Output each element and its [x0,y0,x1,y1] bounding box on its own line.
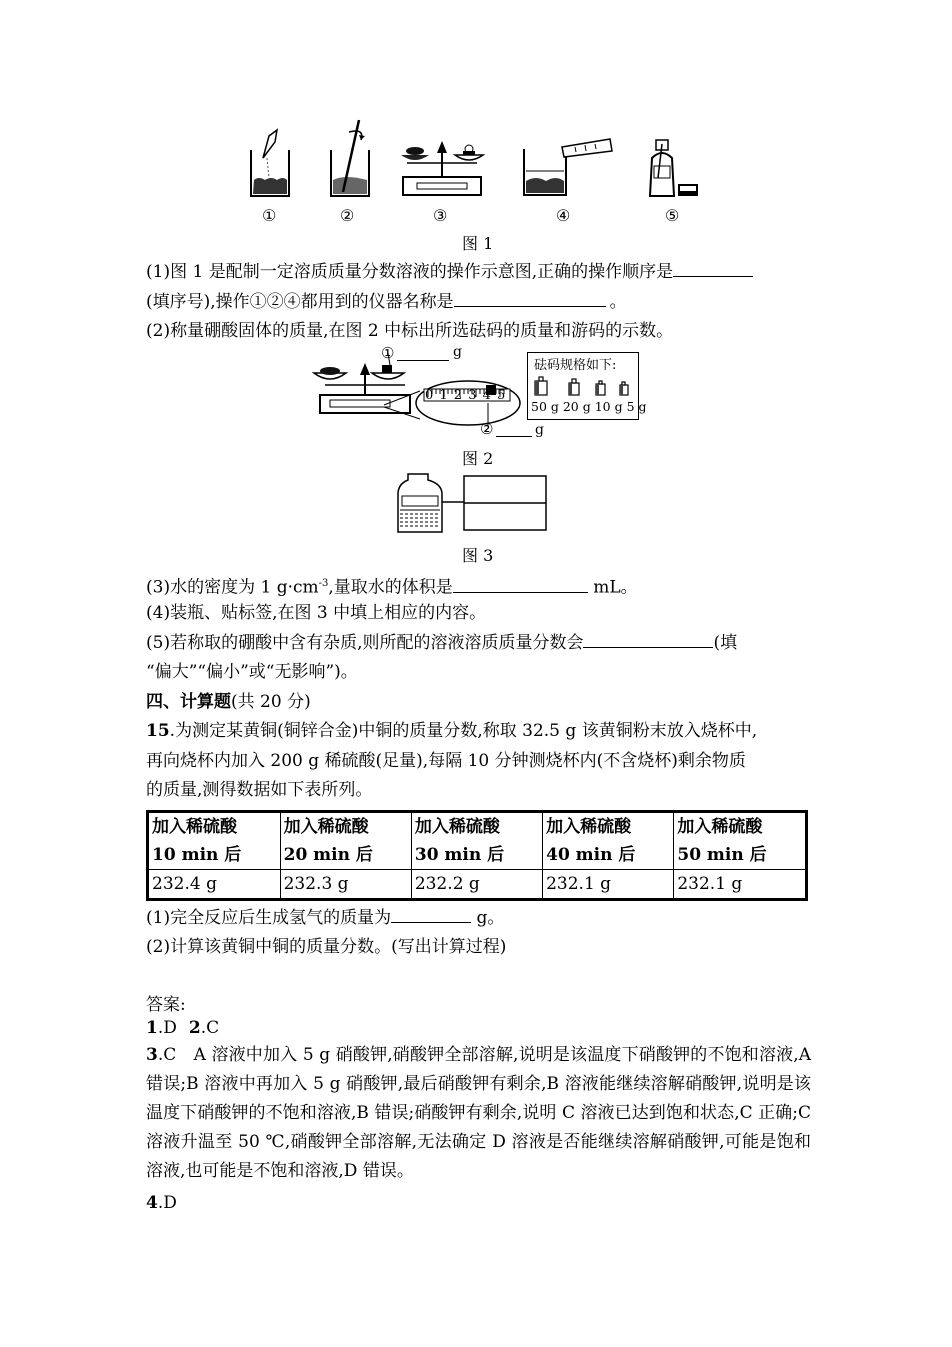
weights-icons [528,373,638,397]
table-row-header [148,812,807,870]
weights-spec-values: 50 g 20 g 10 g 5 g [531,399,647,414]
answer-blank-volume[interactable] [453,576,588,593]
figure1-caption: 图 1 [462,234,494,253]
beaker-with-funnel-illustration [245,128,295,200]
answer-blank-hydrogen[interactable] [391,906,471,923]
answer-blank-rider[interactable] [496,420,532,437]
answer-3: 3.C A 溶液中加入 5 g 硝酸钾,硝酸钾全部溶解,说明是该温度下硝酸钾的不饱和溶液,A 错误;B 溶液中再加入 5 g 硝酸钾,最后硝酸钾有剩余,B 溶液能继续溶解硝酸钾,说明是该温度下硝酸钾的不饱和溶液,B 错误;硝酸钾有剩余,说明 C 溶液已达到饱和状态,C 正确;C 溶液升温至 50 ℃,硝酸钾全部溶解,无法确定 D 溶液是否能继续溶解硝酸钾,可能是饱和溶液,也可能是不饱和溶液,D 错误。 [146,1045,811,1181]
section-4-heading: 四、计算题(共 20 分) [146,692,311,712]
unit-rider: g [535,422,544,438]
figure1-label-4: ④ [556,206,571,225]
table-cell: 232.1 g [543,870,674,900]
question-3: (3)水的密度为 1 $g\cdot cm^{-3}$,量取水的体积是 mL。 [146,577,638,598]
question-15-line-2: 再向烧杯内加入 200 g 稀硫酸(足量),每隔 10 分钟测烧杯内(不含烧杯)剩余物质 [146,751,746,771]
question-1-line-2: (填序号),操作①②④都用到的仪器名称是 。 [146,292,627,312]
question-2-text: (2)称量硼酸固体的质量,在图 2 中标出所选砝码的质量和游码的示数。 [146,321,674,341]
table-cell: 232.4 g [148,870,281,900]
answer-blank-weight[interactable] [397,344,449,361]
question-15-sub-1: (1)完全反应后生成氢气的质量为 g。 [146,908,505,928]
question-15-line-3: 的质量,测得数据如下表所列。 [146,780,373,800]
bottle-with-label-box-illustration [396,472,548,534]
table-cell: 232.1 g [674,870,807,900]
answer-blank-order[interactable] [673,260,753,277]
figure1-label-5: ⑤ [665,206,680,225]
question-5-line-2: “偏大”“偏小”或“无影响”)。 [146,662,358,682]
measurement-table [146,810,808,901]
figure3-caption: 图 3 [462,546,494,565]
question-1-line-1: (1)图 1 是配制一定溶质质量分数溶液的操作示意图,正确的操作顺序是 [146,260,753,284]
figure1-label-3: ③ [433,206,448,225]
table-header-cell: 加入稀硫酸 40 min 后 [543,812,674,870]
reagent-bottle-label-illustration [644,138,706,200]
table-header-cell: 加入稀硫酸 50 min 后 [674,812,807,870]
answer-blank-instrument[interactable] [454,290,606,307]
unit-weight: g [453,344,462,360]
question-15-sub-2: (2)计算该黄铜中铜的质量分数。(写出计算过程) [146,937,507,957]
table-cell: 232.3 g [280,870,411,900]
figure1-label-2: ② [340,206,355,225]
stirring-beaker-illustration [325,118,375,200]
table-header-cell: 加入稀硫酸 20 min 后 [280,812,411,870]
balance-weighing-illustration [397,133,487,199]
question-4: (4)装瓶、贴标签,在图 3 中填上相应的内容。 [146,603,487,623]
answer-blank-effect[interactable] [583,631,713,648]
marker-weight: ① [381,344,395,362]
figure2-caption: 图 2 [462,449,494,468]
rider-scale-numbers: 0 1 2 3 4 5 [425,388,507,403]
answers-title: 答案: [146,995,186,1015]
table-header-cell: 加入稀硫酸 10 min 后 [148,812,281,870]
table-header-cell: 加入稀硫酸 30 min 后 [411,812,542,870]
weights-spec-box [527,352,647,420]
question-15-line-1: 15.为测定某黄铜(铜锌合金)中铜的质量分数,称取 32.5 g 该黄铜粉末放入烧杯中, [146,721,758,741]
figure1-label-1: ① [262,206,277,225]
pouring-cylinder-illustration [520,137,615,199]
answers-1-2: 1.D 2.C [146,1018,220,1038]
marker-rider: ② [480,420,494,438]
question-5-line-1: (5)若称取的硼酸中含有杂质,则所配的溶液溶质质量分数会 (填 [146,633,738,653]
weights-spec-title: 砝码规格如下: [534,358,617,373]
table-row [148,870,807,900]
answer-4: 4.D [146,1193,177,1213]
table-cell: 232.2 g [411,870,542,900]
